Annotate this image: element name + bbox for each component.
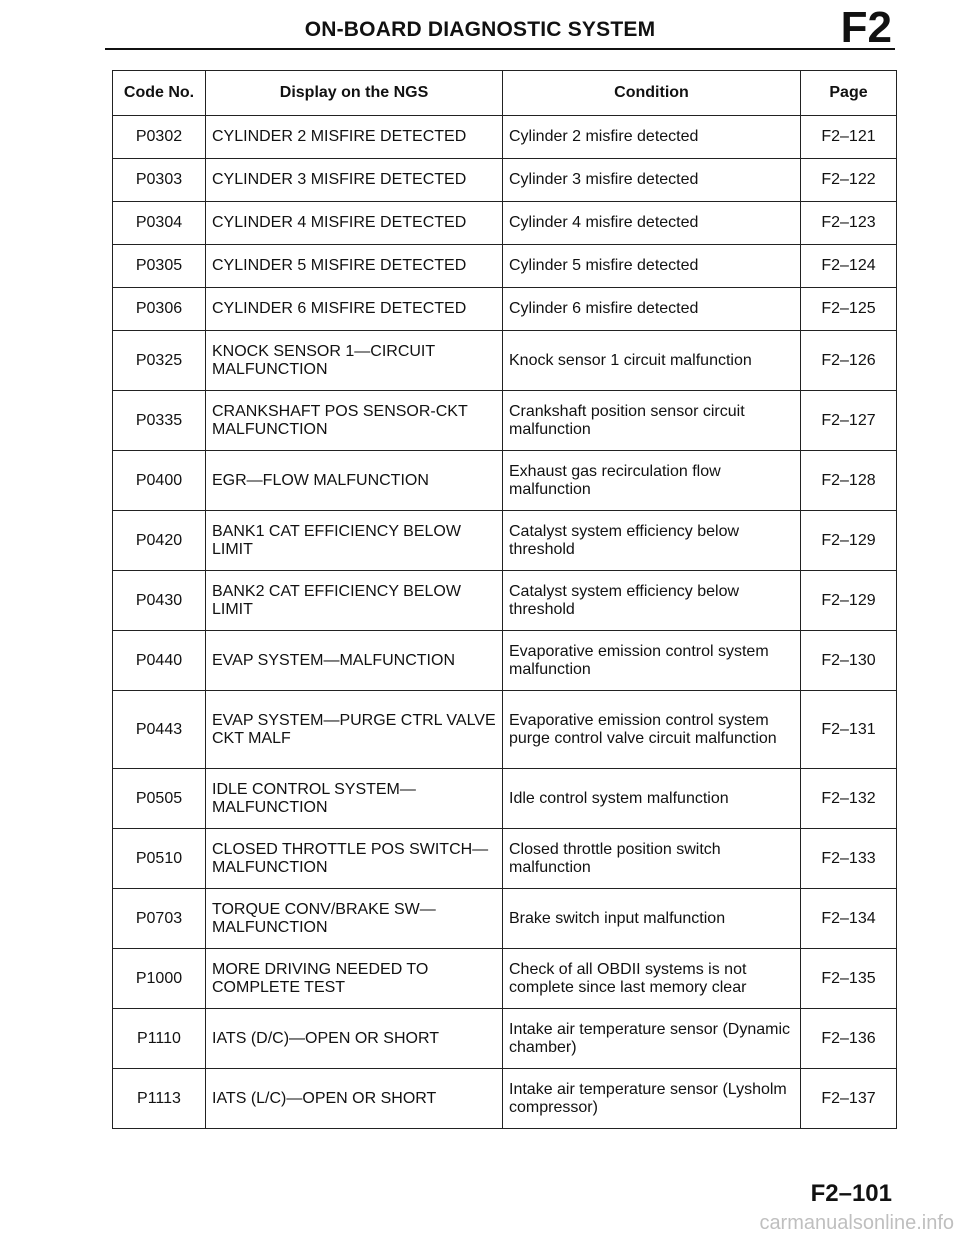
page-ref-cell: F2–129 xyxy=(801,571,897,631)
table-row xyxy=(113,631,897,691)
page-number: F2–101 xyxy=(810,1180,892,1207)
ngs-display-cell: KNOCK SENSOR 1—CIRCUIT MALFUNCTION xyxy=(206,331,503,391)
page-ref-cell: F2–128 xyxy=(801,451,897,511)
ngs-display-cell: CYLINDER 4 MISFIRE DETECTED xyxy=(206,202,503,245)
dtc-code-cell: P0430 xyxy=(113,571,206,631)
dtc-code-cell: P0302 xyxy=(113,116,206,159)
ngs-display-cell: IATS (D/C)—OPEN OR SHORT xyxy=(206,1009,503,1069)
table-row xyxy=(113,331,897,391)
dtc-code-cell: P0304 xyxy=(113,202,206,245)
page-ref-cell: F2–123 xyxy=(801,202,897,245)
table-header-row xyxy=(113,71,897,116)
table-row xyxy=(113,571,897,631)
condition-cell: Evaporative emission control system malfunction xyxy=(503,631,801,691)
ngs-display-cell: CYLINDER 2 MISFIRE DETECTED xyxy=(206,116,503,159)
page-ref-cell: F2–130 xyxy=(801,631,897,691)
dtc-code-cell: P0303 xyxy=(113,159,206,202)
dtc-table xyxy=(112,70,897,1129)
table-row xyxy=(113,691,897,769)
page-ref-cell: F2–125 xyxy=(801,288,897,331)
ngs-display-cell: CYLINDER 3 MISFIRE DETECTED xyxy=(206,159,503,202)
ngs-display-cell: IATS (L/C)—OPEN OR SHORT xyxy=(206,1069,503,1129)
condition-cell: Catalyst system efficiency below threshold xyxy=(503,571,801,631)
dtc-code-cell: P1110 xyxy=(113,1009,206,1069)
condition-cell: Cylinder 6 misfire detected xyxy=(503,288,801,331)
condition-cell: Check of all OBDII systems is not complete since last memory clear xyxy=(503,949,801,1009)
condition-cell: Cylinder 5 misfire detected xyxy=(503,245,801,288)
condition-cell: Cylinder 3 misfire detected xyxy=(503,159,801,202)
condition-cell: Intake air temperature sensor (Dynamic chamber) xyxy=(503,1009,801,1069)
page-ref-cell: F2–132 xyxy=(801,769,897,829)
dtc-code-cell: P1000 xyxy=(113,949,206,1009)
ngs-display-cell: EVAP SYSTEM—MALFUNCTION xyxy=(206,631,503,691)
ngs-display-cell: CRANKSHAFT POS SENSOR-CKT MALFUNCTION xyxy=(206,391,503,451)
page-title: ON-BOARD DIAGNOSTIC SYSTEM xyxy=(304,18,656,41)
ngs-display-cell: IDLE CONTROL SYSTEM—MALFUNCTION xyxy=(206,769,503,829)
dtc-code-cell: P0505 xyxy=(113,769,206,829)
page-ref-cell: F2–134 xyxy=(801,889,897,949)
condition-cell: Cylinder 4 misfire detected xyxy=(503,202,801,245)
ngs-display-cell: CLOSED THROTTLE POS SWITCH—MALFUNCTION xyxy=(206,829,503,889)
ngs-display-cell: CYLINDER 5 MISFIRE DETECTED xyxy=(206,245,503,288)
ngs-display-cell: BANK2 CAT EFFICIENCY BELOW LIMIT xyxy=(206,571,503,631)
condition-cell: Knock sensor 1 circuit malfunction xyxy=(503,331,801,391)
page-ref-cell: F2–137 xyxy=(801,1069,897,1129)
page-ref-cell: F2–124 xyxy=(801,245,897,288)
page-ref-cell: F2–122 xyxy=(801,159,897,202)
page-ref-cell: F2–131 xyxy=(801,691,897,769)
table-row xyxy=(113,889,897,949)
table-row xyxy=(113,769,897,829)
dtc-code-cell: P0306 xyxy=(113,288,206,331)
condition-cell: Exhaust gas recirculation flow malfunction xyxy=(503,451,801,511)
dtc-code-cell: P0703 xyxy=(113,889,206,949)
condition-cell: Crankshaft position sensor circuit malfunction xyxy=(503,391,801,451)
section-code: F2 xyxy=(840,3,892,52)
table-row xyxy=(113,159,897,202)
table-row xyxy=(113,949,897,1009)
table-row xyxy=(113,829,897,889)
table-row xyxy=(113,1009,897,1069)
column-header-code: Code No. xyxy=(113,71,206,116)
dtc-code-cell: P0443 xyxy=(113,691,206,769)
table-row xyxy=(113,391,897,451)
table-row xyxy=(113,116,897,159)
ngs-display-cell: BANK1 CAT EFFICIENCY BELOW LIMIT xyxy=(206,511,503,571)
dtc-code-cell: P0335 xyxy=(113,391,206,451)
table-row xyxy=(113,202,897,245)
dtc-code-cell: P0510 xyxy=(113,829,206,889)
column-header-display: Display on the NGS xyxy=(206,71,503,116)
ngs-display-cell: CYLINDER 6 MISFIRE DETECTED xyxy=(206,288,503,331)
condition-cell: Intake air temperature sensor (Lysholm compressor) xyxy=(503,1069,801,1129)
table-header xyxy=(113,71,897,116)
dtc-code-cell: P0440 xyxy=(113,631,206,691)
table-row xyxy=(113,451,897,511)
header-rule xyxy=(105,48,895,50)
table-row xyxy=(113,245,897,288)
condition-cell: Cylinder 2 misfire detected xyxy=(503,116,801,159)
table-row xyxy=(113,288,897,331)
ngs-display-cell: TORQUE CONV/BRAKE SW—MALFUNCTION xyxy=(206,889,503,949)
dtc-code-cell: P0420 xyxy=(113,511,206,571)
watermark: carmanualsonline.info xyxy=(759,1212,954,1234)
page-ref-cell: F2–126 xyxy=(801,331,897,391)
page-ref-cell: F2–121 xyxy=(801,116,897,159)
column-header-page: Page xyxy=(801,71,897,116)
page-ref-cell: F2–127 xyxy=(801,391,897,451)
condition-cell: Catalyst system efficiency below threshold xyxy=(503,511,801,571)
dtc-code-cell: P0325 xyxy=(113,331,206,391)
table-row xyxy=(113,1069,897,1129)
condition-cell: Brake switch input malfunction xyxy=(503,889,801,949)
dtc-code-cell: P0305 xyxy=(113,245,206,288)
page-ref-cell: F2–136 xyxy=(801,1009,897,1069)
dtc-code-cell: P0400 xyxy=(113,451,206,511)
column-header-condition: Condition xyxy=(503,71,801,116)
table-body xyxy=(113,116,897,1129)
ngs-display-cell: MORE DRIVING NEEDED TO COMPLETE TEST xyxy=(206,949,503,1009)
dtc-code-cell: P1113 xyxy=(113,1069,206,1129)
table-row xyxy=(113,511,897,571)
page-ref-cell: F2–133 xyxy=(801,829,897,889)
condition-cell: Idle control system malfunction xyxy=(503,769,801,829)
ngs-display-cell: EGR—FLOW MALFUNCTION xyxy=(206,451,503,511)
condition-cell: Closed throttle position switch malfunction xyxy=(503,829,801,889)
ngs-display-cell: EVAP SYSTEM—PURGE CTRL VALVE CKT MALF xyxy=(206,691,503,769)
page-ref-cell: F2–129 xyxy=(801,511,897,571)
page-ref-cell: F2–135 xyxy=(801,949,897,1009)
condition-cell: Evaporative emission control system purge control valve circuit malfunction xyxy=(503,691,801,769)
